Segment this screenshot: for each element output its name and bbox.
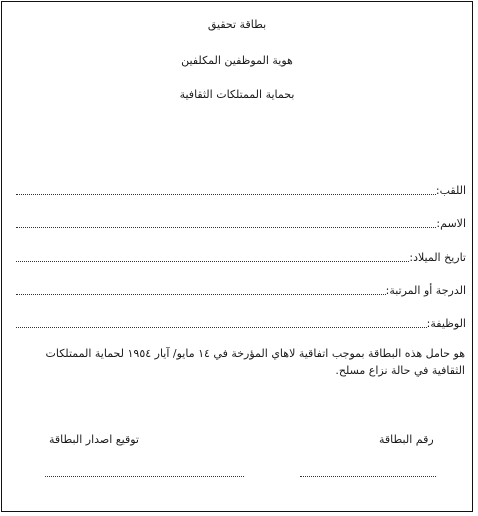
surname-entry-line[interactable] [16, 194, 436, 195]
birth-date-field[interactable] [16, 249, 466, 265]
name-entry-line[interactable] [16, 227, 436, 228]
card-subtitle: هوية الموظفين المكلفين [181, 54, 293, 67]
rank-label: الدرجة أو المرتبة: [385, 284, 466, 297]
job-field[interactable] [16, 315, 466, 331]
job-entry-line[interactable] [16, 327, 427, 328]
surname-field[interactable] [16, 182, 466, 198]
issuer-signature-entry-line[interactable] [45, 476, 244, 477]
surname-label: اللقب: [435, 184, 466, 197]
card-number-label: رقم البطاقة [379, 433, 434, 446]
job-label: الوظيفة: [426, 317, 466, 330]
card-number-entry-line[interactable] [300, 476, 436, 477]
name-label: الاسم: [436, 217, 466, 230]
name-field[interactable] [16, 215, 466, 231]
card-title: بطاقة تحقيق [207, 18, 267, 31]
holder-statement: هو حامل هذه البطاقة بموجب اتفاقية لاهاي المؤرخة في ١٤ مايو/ آيار ١٩٥٤ لحماية الممتلكات الثقافية في حالة نزاع مسلح. [45, 347, 465, 377]
card-subtitle-2: بحماية الممتلكات الثقافية [179, 88, 295, 101]
identity-card [1, 1, 473, 512]
birth-date-label: تاريخ الميلاد: [409, 251, 466, 264]
issuer-signature-label: توقيع اصدار البطاقة [49, 433, 139, 446]
rank-entry-line[interactable] [16, 294, 386, 295]
rank-field[interactable] [16, 282, 466, 298]
birth-date-entry-line[interactable] [16, 261, 409, 262]
